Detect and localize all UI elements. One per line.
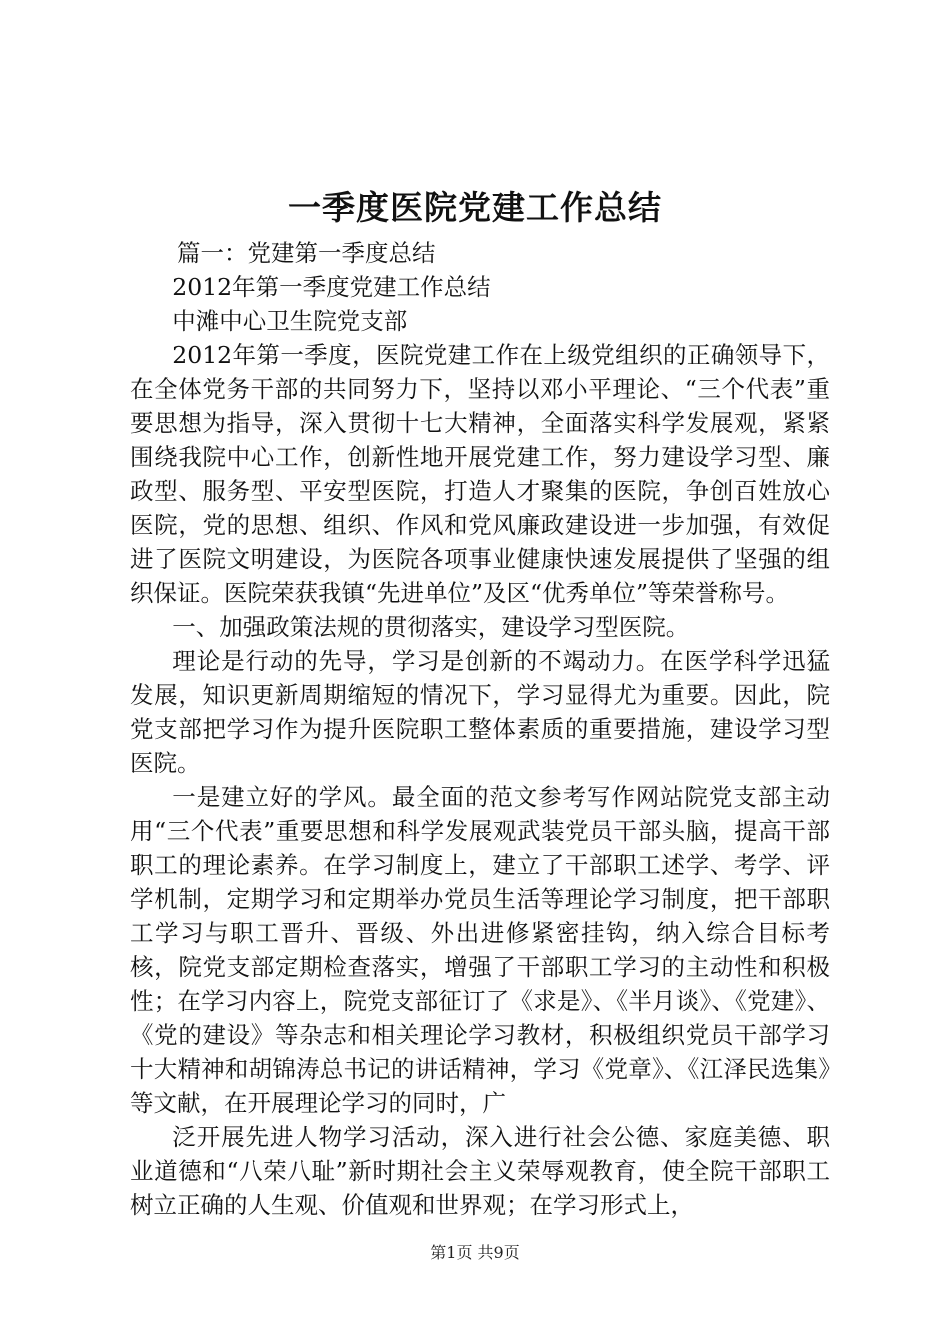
document-body bbox=[130, 236, 830, 1222]
organization-name: 中滩中心卫生院党支部 bbox=[172, 307, 408, 335]
subsection-heading: 一、加强政策法规的贯彻落实，建设学习型医院。 bbox=[172, 613, 690, 641]
intro-paragraph: 2012年第一季度，医院党建工作在上级党组织的正确领导下，在全体党务干部的共同努力下，坚持以邓小平理论、“三个代表”重要思想为指导，深入贯彻十七大精神，全面落实科学发展观，紧紧围绕我院中心工作，创新性地开展党建工作，努力建设学习型、廉政型、服务型、平安型医院，打造人才聚集的医院，争创百姓放心医院，党的思想、组织、作风和党风廉政建设进一步加强，有效促进了医院文明建设，为医院各项事业健康快速发展提供了坚强的组织保证。医院荣获我镇“先进单位”及区“优秀单位”等荣誉称号。 bbox=[130, 341, 830, 607]
report-title: 2012年第一季度党建工作总结 bbox=[172, 273, 491, 301]
body-paragraph: 泛开展先进人物学习活动，深入进行社会公德、家庭美德、职业道德和“八荣八耻”新时期社会主义荣辱观教育，使全院干部职工树立正确的人生观、价值观和世界观；在学习形式上， bbox=[130, 1123, 830, 1219]
document-title: 一季度医院党建工作总结 bbox=[288, 188, 662, 227]
section-heading: 篇一：党建第一季度总结 bbox=[177, 239, 436, 267]
body-paragraph: 理论是行动的先导，学习是创新的不竭动力。在医学科学迅猛发展，知识更新周期缩短的情况下，学习显得尤为重要。因此，院党支部把学习作为提升医院职工整体素质的重要措施，建设学习型医院。 bbox=[130, 647, 830, 777]
body-paragraph: 一是建立好的学风。最全面的范文参考写作网站院党支部主动用“三个代表”重要思想和科学发展观武装党员干部头脑，提高干部职工的理论素养。在学习制度上，建立了干部职工述学、考学、评学机制，定期学习和定期举办党员生活等理论学习制度，把干部职工学习与职工晋升、晋级、外出进修紧密挂钩，纳入综合目标考核，院党支部定期检查落实，增强了干部职工学习的主动性和积极性；在学习内容上，院党支部征订了《求是》、《半月谈》、《党建》、《党的建设》等杂志和相关理论学习教材，积极组织党员干部学习十大精神和胡锦涛总书记的讲话精神，学习《党章》、《江泽民选集》等文献，在开展理论学习的同时，广 bbox=[130, 783, 830, 1117]
page-footer: 第1页 共9页 bbox=[430, 1243, 520, 1262]
